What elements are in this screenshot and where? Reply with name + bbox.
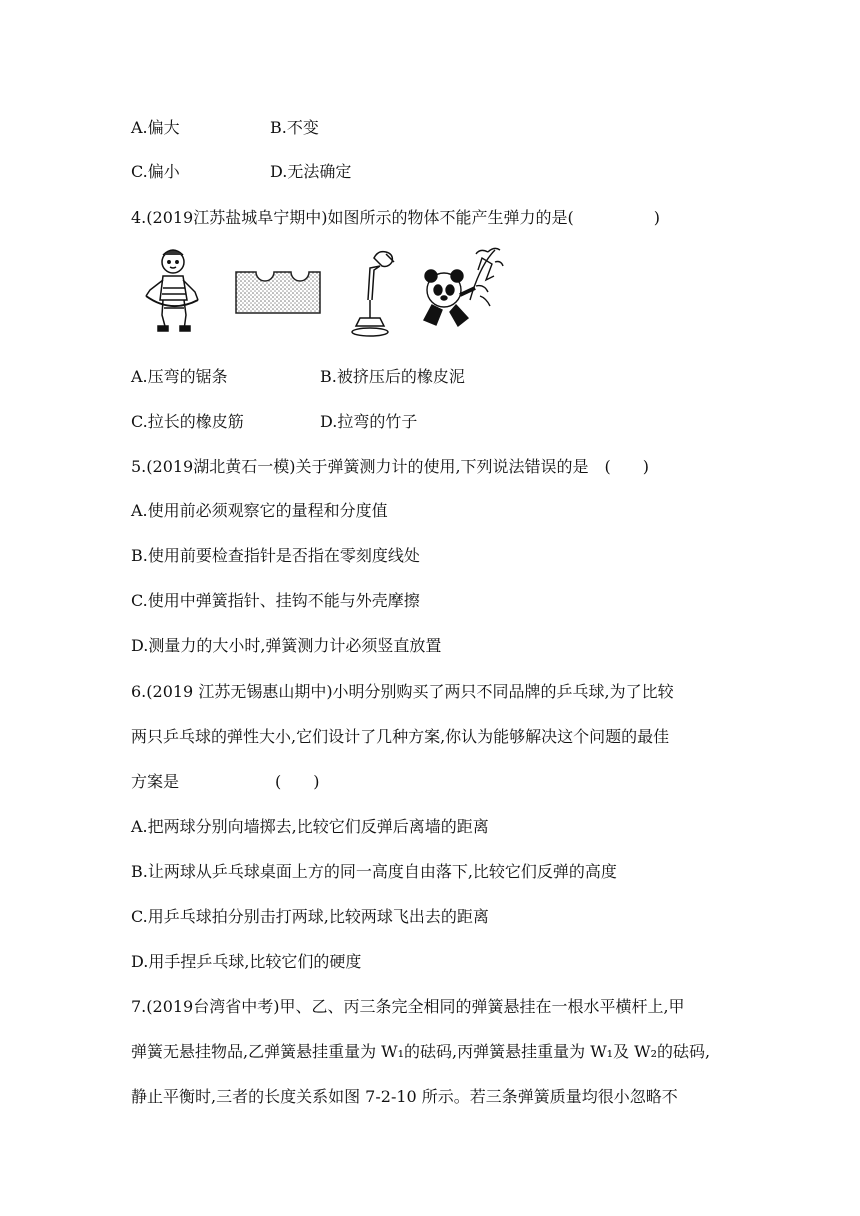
q6-stem-line-2: 两只乒乓球的弹性大小,它们设计了几种方案,你认为能够解决这个问题的最佳 <box>131 727 670 746</box>
q6-stem-line-1: 6.(2019 江苏无锡惠山期中)小明分别购买了两只不同品牌的乒乓球,为了比较 <box>131 682 674 701</box>
q3-option-c: C.偏小 <box>131 162 180 181</box>
panda-bamboo-icon <box>424 248 503 326</box>
q3-option-d: D.无法确定 <box>270 162 352 181</box>
q6-option-c: C.用乒乓球拍分别击打两球,比较两球飞出去的距离 <box>131 907 489 926</box>
q5-stem: 5.(2019湖北黄石一模)关于弹簧测力计的使用,下列说法错误的是 ( ) <box>131 457 650 476</box>
q4-option-a: A.压弯的锯条 <box>131 367 228 386</box>
q4-stem: 4.(2019江苏盐城阜宁期中)如图所示的物体不能产生弹力的是( ) <box>131 208 660 227</box>
q5-option-b: B.使用前要检查指针是否指在零刻度线处 <box>131 546 420 565</box>
q6-stem-line-3: 方案是 ( ) <box>131 772 320 791</box>
q7-stem-line-3: 静止平衡时,三者的长度关系如图 7-2-10 所示。若三条弹簧质量均很小忽略不 <box>131 1087 678 1106</box>
q7-stem-line-1: 7.(2019台湾省中考)甲、乙、丙三条完全相同的弹簧悬挂在一根水平横杆上,甲 <box>131 997 685 1016</box>
q4-option-b: B.被挤压后的橡皮泥 <box>320 367 465 386</box>
stretched-rubber-band-icon <box>352 252 394 336</box>
q5-option-d: D.测量力的大小时,弹簧测力计必须竖直放置 <box>131 636 442 655</box>
q4-option-d: D.拉弯的竹子 <box>320 412 418 431</box>
q6-option-a: A.把两球分别向墙掷去,比较它们反弹后离墙的距离 <box>131 817 489 836</box>
squeezed-clay-icon <box>236 272 320 313</box>
q7-stem-line-2: 弹簧无悬挂物品,乙弹簧悬挂重量为 W₁的砝码,丙弹簧悬挂重量为 W₁及 W₂的砝码, <box>131 1042 711 1061</box>
q5-option-c: C.使用中弹簧指针、挂钩不能与外壳摩擦 <box>131 591 420 610</box>
q4-option-c: C.拉长的橡皮筋 <box>131 412 244 431</box>
boy-with-saw-icon <box>146 250 198 331</box>
q3-option-a: A.偏大 <box>131 118 180 137</box>
q6-option-d: D.用手捏乒乓球,比较它们的硬度 <box>131 952 362 971</box>
q3-option-b: B.不变 <box>270 118 319 137</box>
q6-option-b: B.让两球从乒乓球桌面上方的同一高度自由落下,比较它们反弹的高度 <box>131 862 617 881</box>
q5-option-a: A.使用前必须观察它的量程和分度值 <box>131 501 388 520</box>
